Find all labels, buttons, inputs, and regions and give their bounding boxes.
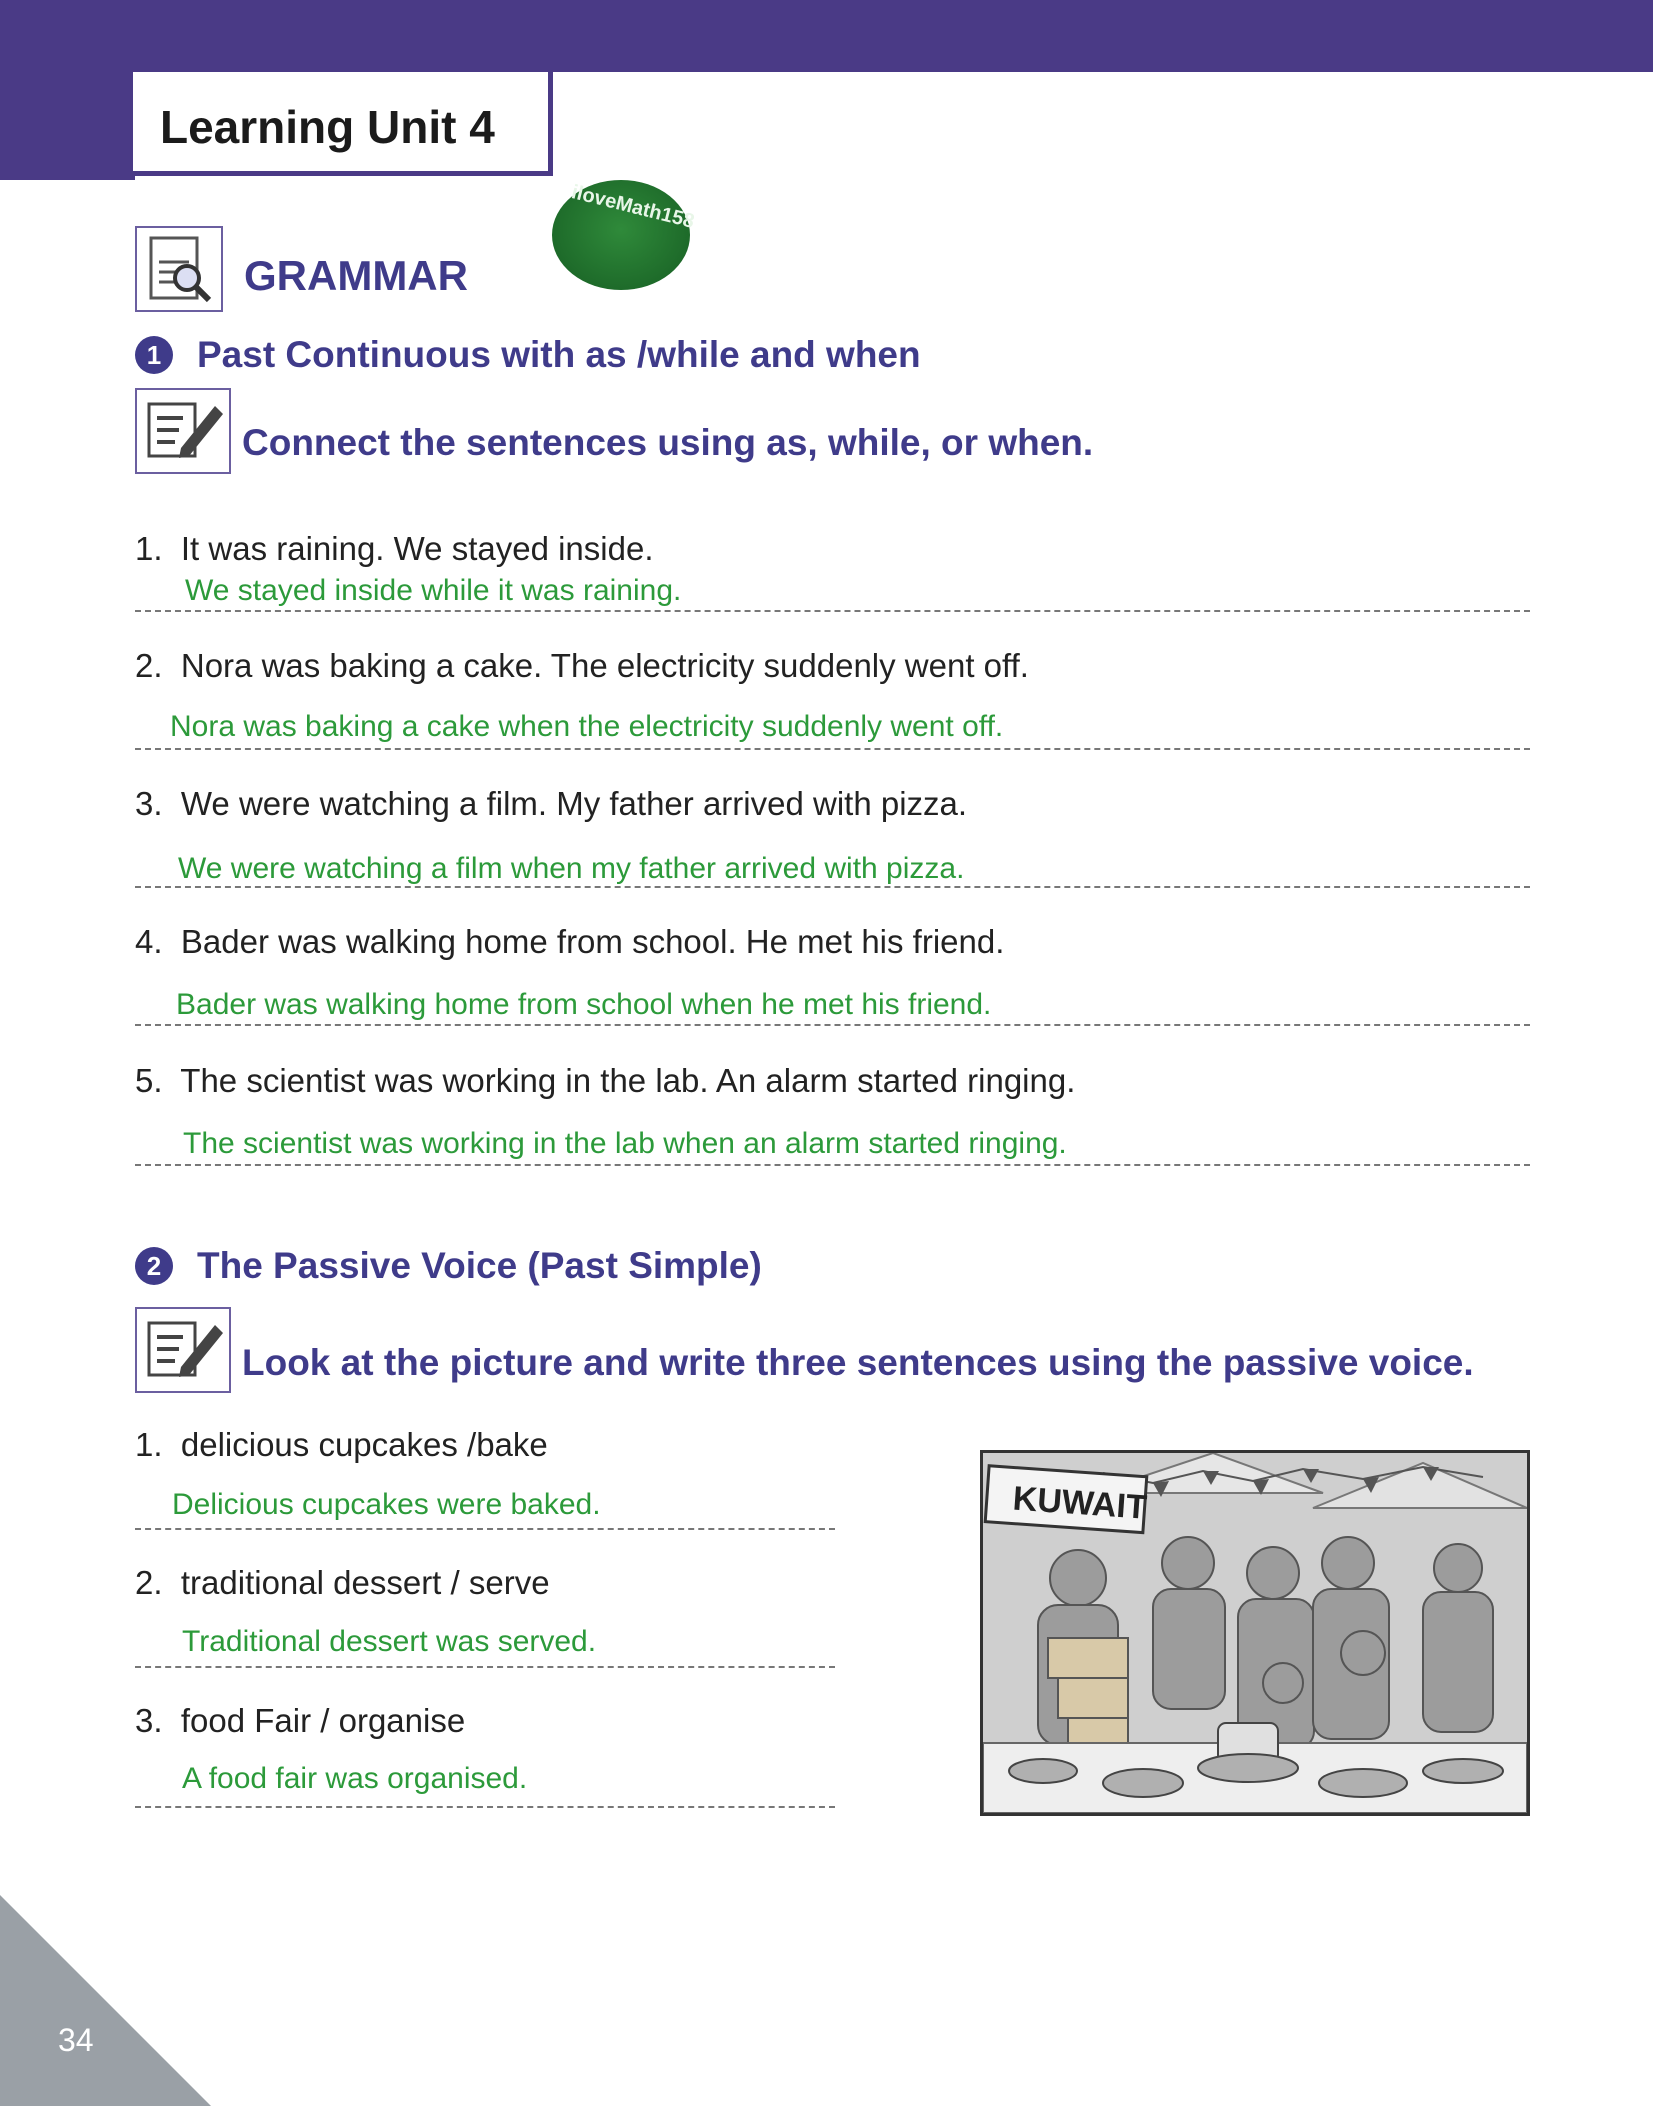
kuwait-sign-text: KUWAIT: [1011, 1479, 1149, 1527]
page-number: 34: [58, 2022, 94, 2058]
answer-line: [135, 1528, 835, 1530]
question-1: 1. It was raining. We stayed inside.: [135, 530, 654, 567]
answer-2: Nora was baking a cake when the electricity suddenly went off.: [170, 710, 1004, 743]
answer-line: [135, 1024, 1530, 1026]
answer-line: [135, 610, 1530, 612]
passive-question-1: 1. delicious cupcakes /bake: [135, 1426, 548, 1463]
page-corner: [0, 1895, 211, 2106]
answer-line: [135, 1666, 835, 1668]
badge-text: iloveMath158: [569, 181, 697, 233]
question-3: 3. We were watching a film. My father arrived with pizza.: [135, 785, 968, 822]
passive-answer-3: A food fair was organised.: [182, 1762, 528, 1795]
food-fair-picture: [980, 1450, 1530, 1816]
section-2-instruction: Look at the picture and write three sentences using the passive voice.: [242, 1342, 1474, 1383]
section-2-title: The Passive Voice (Past Simple): [197, 1245, 762, 1286]
answer-line: [135, 886, 1530, 888]
passive-answer-1: Delicious cupcakes were baked.: [172, 1488, 601, 1521]
section-1-instruction: Connect the sentences using as, while, or when.: [242, 422, 1094, 463]
answer-1: We stayed inside while it was raining.: [185, 574, 682, 607]
question-4: 4. Bader was walking home from school. He met his friend.: [135, 923, 1005, 960]
pencil-note-icon: [135, 388, 231, 474]
passive-question-3: 3. food Fair / organise: [135, 1702, 466, 1739]
answer-4: Bader was walking home from school when he met his friend.: [176, 988, 992, 1021]
grammar-heading: GRAMMAR: [244, 252, 468, 299]
left-banner-band: [0, 72, 135, 180]
passive-answer-2: Traditional dessert was served.: [182, 1625, 597, 1658]
answer-5: The scientist was working in the lab when an alarm started ringing.: [183, 1127, 1067, 1160]
question-2: 2. Nora was baking a cake. The electricity suddenly went off.: [135, 647, 1029, 684]
section-1-title: Past Continuous with as /while and when: [197, 334, 921, 375]
passive-question-2: 2. traditional dessert / serve: [135, 1564, 550, 1601]
answer-line: [135, 748, 1530, 750]
question-5: 5. The scientist was working in the lab. An alarm started ringing.: [135, 1062, 1076, 1099]
section-number-badge: 2: [135, 1247, 173, 1285]
section-number-badge: 1: [135, 336, 173, 374]
grammar-book-icon: [135, 226, 223, 312]
answer-line: [135, 1164, 1530, 1166]
unit-title: Learning Unit 4: [160, 101, 495, 153]
answer-line: [135, 1806, 835, 1808]
pencil-note-icon: [135, 1307, 231, 1393]
top-banner: [0, 0, 1653, 72]
answer-3: We were watching a film when my father arrived with pizza.: [178, 852, 965, 885]
